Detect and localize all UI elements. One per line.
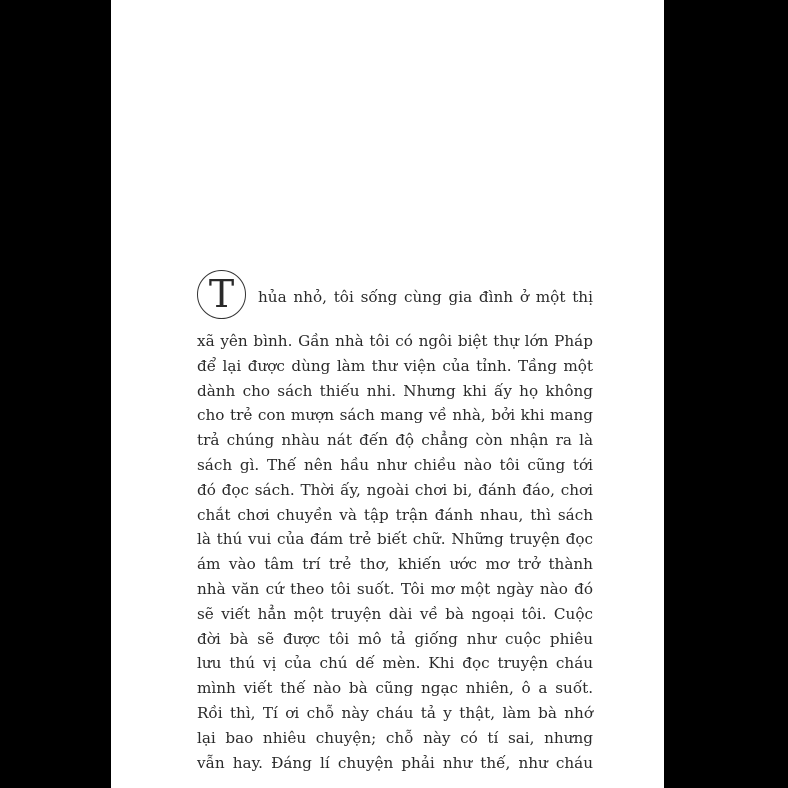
text-line: trả chúng nhàu nát đến độ chẳng còn nhận ra là (197, 431, 594, 450)
text-line: để lại được dùng làm thư viện của tỉnh. Tầng một (197, 356, 594, 375)
text-line: cho trẻ con mượn sách mang về nhà, bởi khi mang (197, 406, 593, 425)
text-line: lưu thú vị của chú dế mèn. Khi đọc truyện cháu (197, 654, 594, 673)
text-line: hủa nhỏ, tôi sống cùng gia đình ở một thị (258, 288, 593, 306)
text-line: đời bà sẽ được tôi mô tả giống như cuộc phiêu (197, 629, 594, 648)
text-line: là thú vui của đám trẻ biết chữ. Những truyện đọc (197, 530, 593, 549)
text-line: lại bao nhiêu chuyện; chỗ này có tí sai, nhưng (197, 728, 593, 747)
text-line: dành cho sách thiếu nhi. Nhưng khi ấy họ không (197, 381, 593, 400)
text-line: nhà văn cứ theo tôi suốt. Tôi mơ một ngày nào đó (197, 580, 594, 598)
book-page (111, 0, 664, 788)
text-line: vẫn hay. Đáng lí chuyện phải như thế, như cháu (197, 753, 594, 772)
text-line: mình viết thế nào bà cũng ngạc nhiên, ô a suốt. (197, 679, 594, 698)
dropcap-letter: T (208, 272, 235, 316)
text-line: sẽ viết hẳn một truyện dài về bà ngoại tôi. Cuộc (197, 604, 593, 623)
text-line: Rồi thì, Tí ơi chỗ này cháu tả y thật, làm bà nhớ (197, 704, 593, 722)
dropcap-circle (197, 270, 246, 319)
text-line: chắt chơi chuyền và tập trận đánh nhau, thì sách (197, 505, 594, 524)
text-line: đó đọc sách. Thời ấy, ngoài chơi bi, đánh đáo, chơi (197, 480, 594, 499)
text-line: sách gì. Thế nên hầu như chiều nào tôi cũng tới (197, 456, 593, 474)
text-line: ám vào tâm trí trẻ thơ, khiến ước mơ trở thành (197, 555, 593, 574)
text-line: xã yên bình. Gần nhà tôi có ngôi biệt thự lớn Pháp (197, 332, 593, 350)
